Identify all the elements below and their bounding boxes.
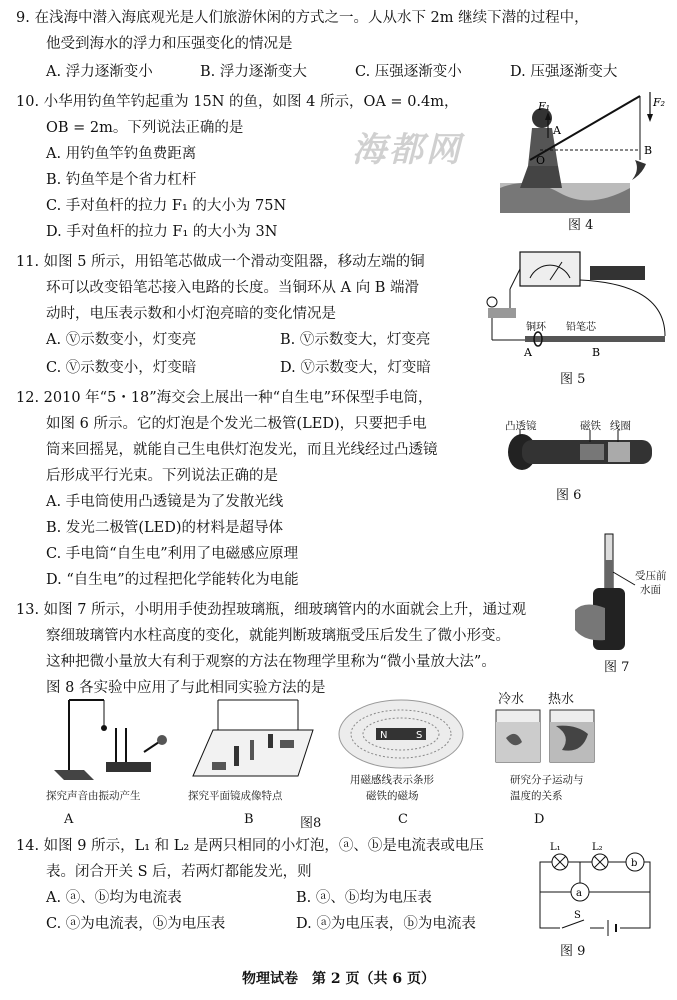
- fig7-label-2: 水面: [640, 584, 661, 596]
- fig8-letter-b: B: [244, 812, 254, 827]
- figure-9-circuit: [530, 840, 670, 940]
- q9-option-a: A. 浮力逐渐变小: [46, 64, 153, 80]
- q10-option-d: D. 手对鱼杆的拉力 F₁ 的大小为 3N: [46, 224, 278, 240]
- figure-8b-plane-mirror: [188, 690, 318, 790]
- q14-option-c: C. ⓐ为电流表，ⓑ为电压表: [46, 916, 226, 932]
- q9-stem-line2: 他受到海水的浮力和压强变化的情况是: [46, 36, 293, 52]
- q10-option-a: A. 用钓鱼竿钓鱼费距离: [46, 146, 197, 162]
- figure-5-caption: 图 5: [560, 372, 586, 387]
- q9-option-b: B. 浮力逐渐变大: [200, 64, 307, 80]
- q12-option-b: B. 发光二极管(LED)的材料是超导体: [46, 520, 284, 536]
- fig8d-caption-line1: 研究分子运动与: [510, 774, 584, 786]
- q9-option-d: D. 压强逐渐变大: [510, 64, 618, 80]
- q11-stem-line3: 动时，电压表示数和小灯泡亮暗的变化情况是: [46, 306, 336, 322]
- figure-7-caption: 图 7: [604, 660, 630, 675]
- fig6-label-lens: 凸透镜: [505, 420, 537, 432]
- q11-option-b: B. Ⓥ示数变大，灯变亮: [280, 332, 431, 348]
- figure-8c-magnetic-field: [336, 698, 466, 770]
- fig9-label-l2: L₂: [592, 842, 603, 853]
- q12-option-a: A. 手电筒使用凸透镜是为了发散光线: [46, 494, 284, 510]
- q13-stem-line1: 13. 如图 7 所示，小明用手使劲捏玻璃瓶，细玻璃管内的水面就会上升，通过观: [16, 602, 527, 618]
- fig8-letter-d: D: [534, 812, 545, 827]
- fig6-label-coil: 线圈: [610, 420, 631, 432]
- fig4-label-o: O: [536, 154, 546, 167]
- fig8b-caption: 探究平面镜成像特点: [188, 790, 283, 802]
- q14-stem-line1: 14. 如图 9 所示，L₁ 和 L₂ 是两只相同的小灯泡，ⓐ、ⓑ是电流表或电压: [16, 838, 484, 854]
- figure-4-fishing: [500, 88, 670, 218]
- q9-stem-line1: 9. 在浅海中潜入海底观光是人们旅游休闲的方式之一。人从水下 2m 继续下潜的过程中，: [16, 10, 589, 26]
- figure-8-caption: 图8: [300, 816, 322, 831]
- q12-stem-line2: 如图 6 所示。它的灯泡是个发光二极管(LED)，只要把手电: [46, 416, 427, 432]
- fig8d-caption-line2: 温度的关系: [510, 790, 563, 802]
- q10-option-c: C. 手对鱼杆的拉力 F₁ 的大小为 75N: [46, 198, 287, 214]
- q14-stem-line2: 表。闭合开关 S 后，若两灯都能发光，则: [46, 864, 312, 880]
- q14-option-d: D. ⓐ为电压表，ⓑ为电流表: [296, 916, 476, 932]
- fig8d-label-hot: 热水: [548, 692, 575, 707]
- figure-8d-beakers: [492, 706, 602, 766]
- q9-option-c: C. 压强逐渐变小: [355, 64, 462, 80]
- fig6-label-magnet: 磁铁: [580, 420, 601, 432]
- fig5-label-ring: 铜环: [526, 322, 546, 333]
- figure-6-flashlight: [500, 426, 670, 476]
- figure-9-caption: 图 9: [560, 944, 586, 959]
- q13-stem-line3: 这种把微小量放大有利于观察的方法在物理学里称为“微小量放大法”。: [46, 654, 496, 670]
- fig5-label-a: A: [524, 346, 532, 359]
- fig9-meter-a: a: [576, 888, 582, 899]
- fig8c-pole-s: S: [416, 730, 423, 741]
- figure-5-circuit: [470, 244, 670, 364]
- q12-stem-line3: 筒来回摇晃，就能自己生电供灯泡发光，而且光线经过凸透镜: [46, 442, 438, 458]
- fig8-letter-c: C: [398, 812, 408, 827]
- q11-stem-line1: 11. 如图 5 所示，用铅笔芯做成一个滑动变阻器，移动左端的铜: [16, 254, 425, 270]
- fig4-label-f1: F₁: [538, 100, 551, 113]
- figure-6-caption: 图 6: [556, 488, 582, 503]
- fig4-label-a: A: [553, 124, 561, 137]
- fig8c-caption-line1: 用磁感线表示条形: [350, 774, 434, 786]
- fig9-label-l1: L₁: [550, 842, 561, 853]
- q12-stem-line1: 12. 2010 年“5・18”海交会上展出一种“自生电”环保型手电筒，: [16, 390, 433, 406]
- q14-option-a: A. ⓐ、ⓑ均为电流表: [46, 890, 182, 906]
- fig5-label-lead: 铅笔芯: [566, 322, 596, 333]
- q12-option-c: C. 手电筒“自生电”利用了电磁感应原理: [46, 546, 299, 562]
- fig9-meter-b: b: [631, 858, 638, 869]
- fig7-label-1: 受压前: [635, 570, 667, 582]
- fig5-label-b: B: [592, 346, 601, 359]
- q13-stem-line4: 图 8 各实验中应用了与此相同实验方法的是: [46, 680, 326, 696]
- fig8d-label-cold: 冷水: [498, 692, 525, 707]
- fig4-label-b: B: [644, 144, 653, 157]
- q11-option-c: C. Ⓥ示数变小，灯变暗: [46, 360, 197, 376]
- fig8c-caption-line2: 磁铁的磁场: [366, 790, 419, 802]
- fig8c-pole-n: N: [380, 730, 388, 741]
- q11-option-d: D. Ⓥ示数变大，灯变暗: [280, 360, 431, 376]
- fig8-letter-a: A: [64, 812, 74, 827]
- q14-option-b: B. ⓐ、ⓑ均为电压表: [296, 890, 432, 906]
- q12-stem-line4: 后形成平行光束。下列说法正确的是: [46, 468, 278, 484]
- watermark: 海都网: [352, 130, 463, 170]
- fig8a-caption: 探究声音由振动产生: [46, 790, 141, 802]
- page-footer: 物理试卷 第 2 页（共 6 页）: [242, 971, 435, 987]
- q10-stem-line2: OB = 2m。下列说法正确的是: [46, 120, 244, 136]
- q11-option-a: A. Ⓥ示数变小，灯变亮: [46, 332, 197, 348]
- fig4-label-f2: F₂: [653, 96, 666, 109]
- figure-4-caption: 图 4: [568, 218, 594, 233]
- q11-stem-line2: 环可以改变铅笔芯接入电路的长度。当铜环从 A 向 B 端滑: [46, 280, 420, 296]
- q12-option-d: D. “自生电”的过程把化学能转化为电能: [46, 572, 299, 588]
- figure-8a-tuning-fork: [44, 690, 174, 790]
- q10-stem-line1: 10. 小华用钓鱼竿钓起重为 15N 的鱼，如图 4 所示，OA = 0.4m，: [16, 94, 459, 110]
- fig9-label-s: S: [574, 910, 581, 921]
- q13-stem-line2: 察细玻璃管内水柱高度的变化，就能判断玻璃瓶受压后发生了微小形变。: [46, 628, 510, 644]
- q10-option-b: B. 钓鱼竿是个省力杠杆: [46, 172, 197, 188]
